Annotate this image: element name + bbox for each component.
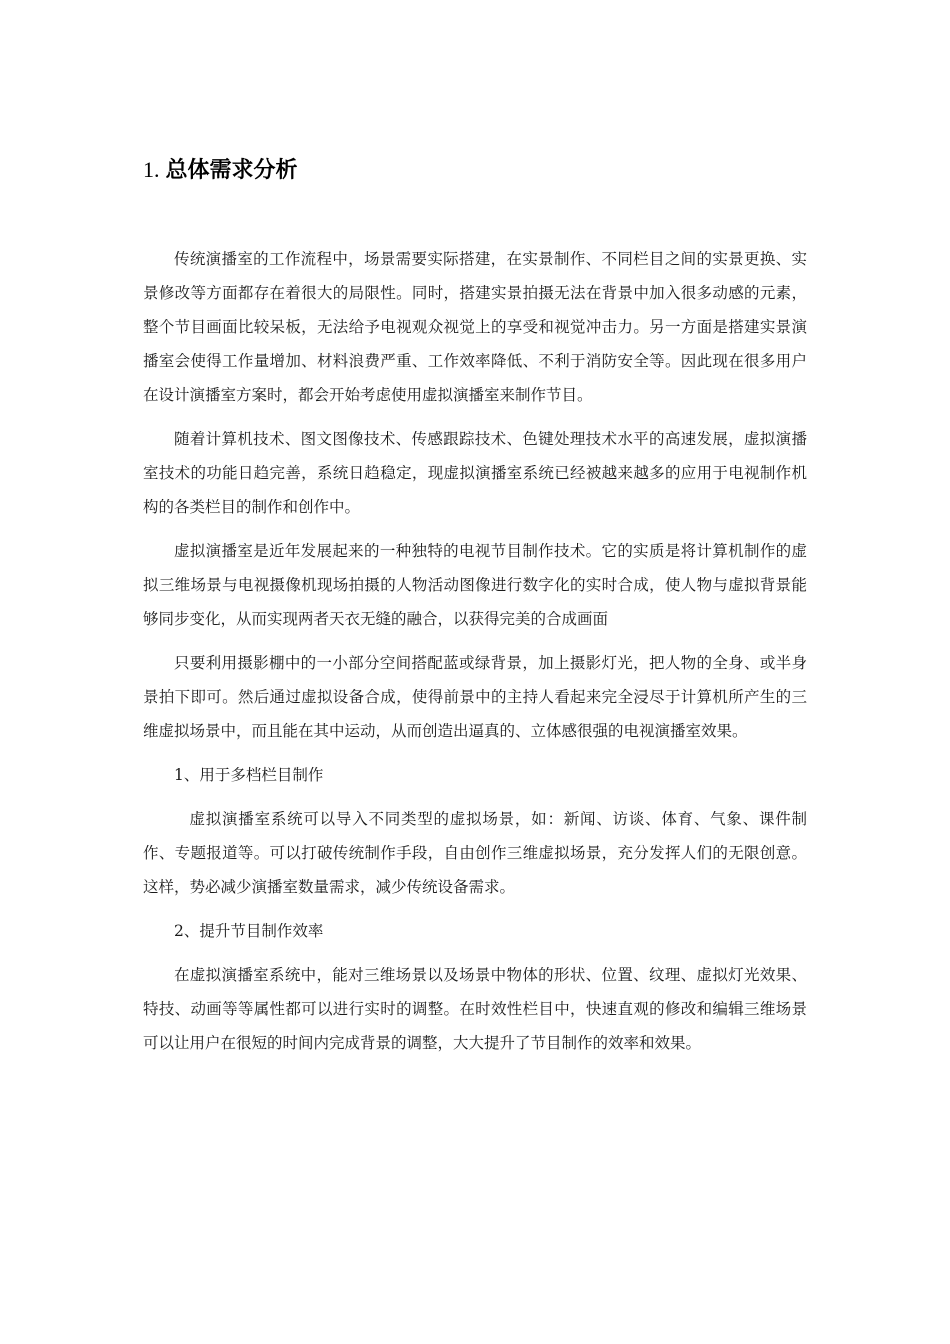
section-title: 总体需求分析 xyxy=(165,158,298,183)
paragraph-traditional-studio: 传统演播室的工作流程中，场景需要实际搭建，在实景制作、不同栏目之间的实景更换、实景修改等方面都存在着很大的局限性。同时，搭建实景拍摄无法在背景中加入很多动感的元素，整个节目画面比较呆板，无法给予电视观众视觉上的享受和视觉冲击力。另一方面是搭建实景演播室会使得工作量增加、材料浪费严重、工作效率降低、不利于消防安全等。因此现在很多用户在设计演播室方案时，都会开始考虑使用虚拟演播室来制作节目。 xyxy=(143,250,807,404)
document-page xyxy=(143,150,807,1060)
item-text-multi-program: 虚拟演播室系统可以导入不同类型的虚拟场景，如：新闻、访谈、体育、气象、课件制作、专题报道等。可以打破传统制作手段，自由创作三维虚拟场景，充分发挥人们的无限创意。这样，势必减少演播室数量需求，减少传统设备需求。 xyxy=(143,810,807,896)
item-heading-multi-program: 1、用于多档栏目制作 xyxy=(174,766,324,784)
paragraph-technology-development: 随着计算机技术、图文图像技术、传感跟踪技术、色键处理技术水平的高速发展，虚拟演播室技术的功能日趋完善，系统日趋稳定，现虚拟演播室系统已经被越来越多的应用于电视制作机构的各类栏目的制作和创作中。 xyxy=(143,430,807,516)
paragraph-virtual-studio-definition: 虚拟演播室是近年发展起来的一种独特的电视节目制作技术。它的实质是将计算机制作的虚拟三维场景与电视摄像机现场拍摄的人物活动图像进行数字化的实时合成，使人物与虚拟背景能够同步变化，从而实现两者天衣无缝的融合，以获得完美的合成画面 xyxy=(143,542,807,628)
item-heading-efficiency: 2、提升节目制作效率 xyxy=(174,922,324,940)
section-heading xyxy=(143,150,807,191)
section-number: 1. xyxy=(143,157,160,182)
paragraph-shooting-method: 只要利用摄影棚中的一小部分空间搭配蓝或绿背景，加上摄影灯光，把人物的全身、或半身景拍下即可。然后通过虚拟设备合成，使得前景中的主持人看起来完全浸尽于计算机所产生的三维虚拟场景中，而且能在其中运动，从而创造出逼真的、立体感很强的电视演播室效果。 xyxy=(143,654,807,740)
item-text-efficiency: 在虚拟演播室系统中，能对三维场景以及场景中物体的形状、位置、纹理、虚拟灯光效果、特技、动画等等属性都可以进行实时的调整。在时效性栏目中，快速直观的修改和编辑三维场景可以让用户在很短的时间内完成背景的调整，大大提升了节目制作的效率和效果。 xyxy=(143,966,807,1052)
